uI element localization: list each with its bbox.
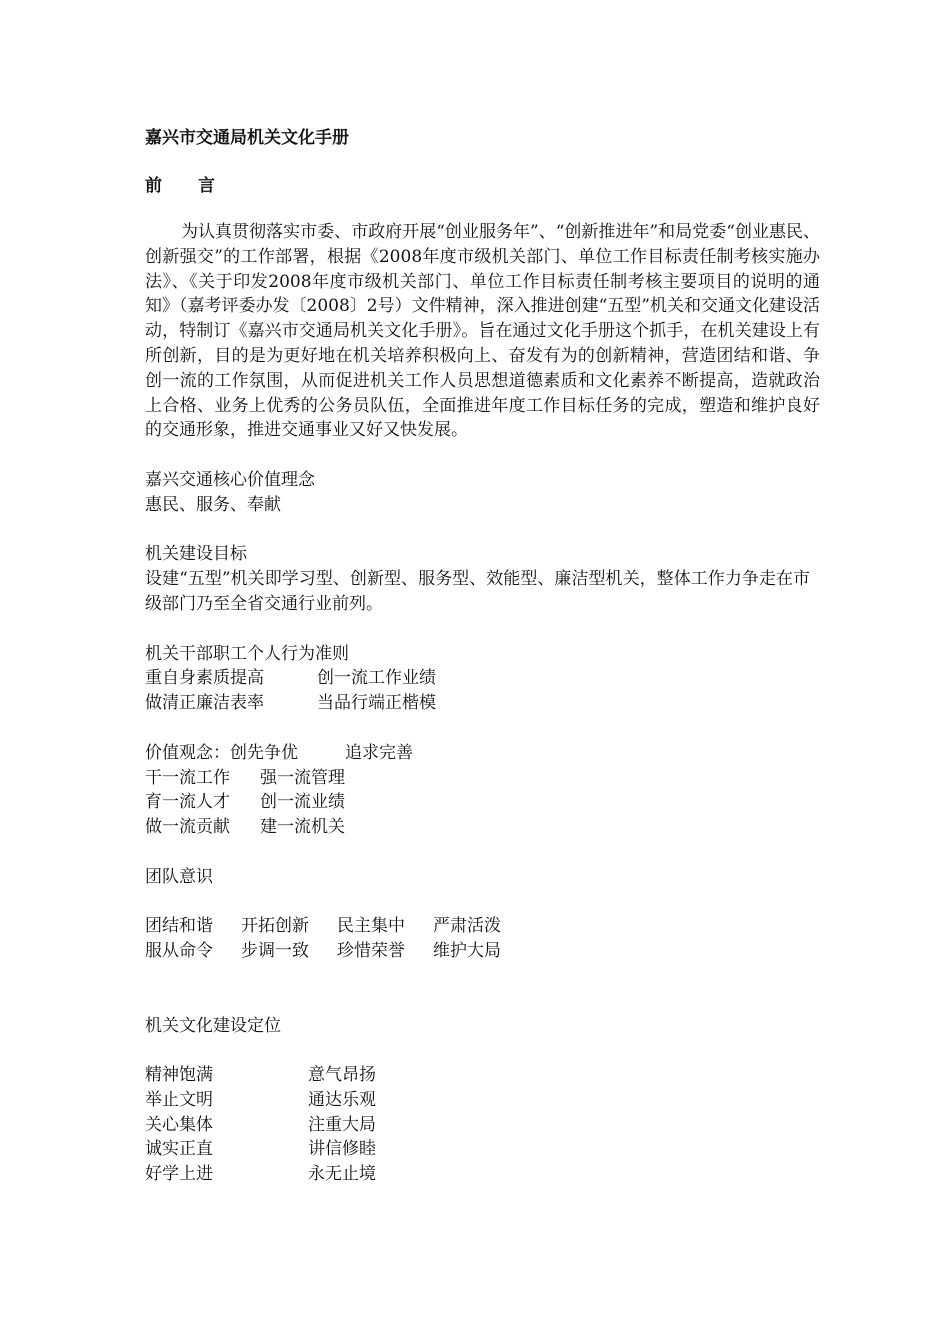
culture-item: 讲信修睦 <box>308 1139 376 1160</box>
document-title: 嘉兴市交通局机关文化手册 <box>145 128 349 148</box>
team-item: 维护大局 <box>433 941 501 962</box>
core-value-heading: 嘉兴交通核心价值理念 <box>145 469 315 490</box>
team-item: 服从命令 <box>145 941 213 962</box>
values-item: 育一流人才 <box>145 792 230 813</box>
conduct-heading: 机关干部职工个人行为准则 <box>145 643 349 664</box>
team-item: 团结和谐 <box>145 916 213 937</box>
team-heading: 团队意识 <box>145 866 213 887</box>
conduct-item: 重自身素质提高 <box>145 668 264 689</box>
values-section <box>145 741 835 840</box>
culture-item: 永无止境 <box>308 1164 376 1185</box>
team-row <box>145 939 835 964</box>
team-item: 珍惜荣誉 <box>337 941 405 962</box>
culture-item: 通达乐观 <box>308 1089 376 1110</box>
culture-row <box>145 1113 835 1138</box>
values-row <box>145 815 835 840</box>
preface-heading-b: 言 <box>198 176 215 196</box>
values-label: 价值观念：创先争优 <box>145 742 298 763</box>
culture-section <box>145 1014 835 1188</box>
team-item: 严肃活泼 <box>433 916 501 937</box>
core-value-text: 惠民、服务、奉献 <box>145 494 281 515</box>
team-section <box>145 865 835 964</box>
preface-heading <box>145 172 835 200</box>
conduct-item: 做清正廉洁表率 <box>145 693 264 714</box>
values-item: 干一流工作 <box>145 767 230 788</box>
values-label-row <box>145 741 835 766</box>
values-item: 做一流贡献 <box>145 817 230 838</box>
conduct-section <box>145 642 835 716</box>
conduct-row <box>145 666 835 691</box>
values-row <box>145 790 835 815</box>
culture-item: 注重大局 <box>308 1114 376 1135</box>
values-row <box>145 766 835 791</box>
team-row <box>145 914 835 939</box>
culture-heading: 机关文化建设定位 <box>145 1015 281 1036</box>
preface-paragraph: 为认真贯彻落实市委、市政府开展“创业服务年”、“创新推进年”和局党委“创业惠民、创新强交”的工作部署，根据《2008年度市级机关部门、单位工作目标责任制考核实施办法》、《关于印发2008年度市级机关部门、单位工作目标责任制考核主要项目的说明的通知》（嘉考评委办发〔2008〕2号）文件精神，深入推进创建“五型”机关和交通文化建设活动，特制订《嘉兴市交通局机关文化手册》。旨在通过文化手册这个抓手，在机关建设上有所创新，目的是为更好地在机关培养积极向上、奋发有为的创新精神，营造团结和谐、争创一流的工作氛围，从而促进机关工作人员思想道德素质和文化素养不断提高，造就政治上合格、业务上优秀的公务员队伍，全面推进年度工作目标任务的完成，塑造和维护良好的交通形象，推进交通事业又好又快发展。 <box>145 222 820 441</box>
goal-section <box>145 542 835 616</box>
conduct-item: 当品行端正楷模 <box>317 693 436 714</box>
culture-item: 关心集体 <box>145 1114 213 1135</box>
goal-text: 设建“五型”机关即学习型、创新型、服务型、效能型、廉洁型机关，整体工作力争走在市级部门乃至全省交通行业前列。 <box>145 569 810 614</box>
values-item: 建一流机关 <box>260 817 345 838</box>
culture-item: 好学上进 <box>145 1164 213 1185</box>
culture-row <box>145 1162 835 1187</box>
team-item: 开拓创新 <box>241 916 309 937</box>
culture-row <box>145 1088 835 1113</box>
culture-item: 意气昂扬 <box>308 1065 376 1086</box>
values-item: 创一流业绩 <box>260 792 345 813</box>
team-item: 民主集中 <box>337 916 405 937</box>
culture-item: 举止文明 <box>145 1089 213 1110</box>
values-label-b: 追求完善 <box>345 742 413 763</box>
culture-item: 精神饱满 <box>145 1065 213 1086</box>
document-page <box>145 124 835 1187</box>
culture-item: 诚实正直 <box>145 1139 213 1160</box>
preface-heading-a: 前 <box>145 176 162 196</box>
core-value-section <box>145 468 835 518</box>
conduct-item: 创一流工作业绩 <box>317 668 436 689</box>
culture-row <box>145 1137 835 1162</box>
culture-row <box>145 1063 835 1088</box>
values-item: 强一流管理 <box>260 767 345 788</box>
conduct-row <box>145 691 835 716</box>
team-item: 步调一致 <box>241 941 309 962</box>
goal-heading: 机关建设目标 <box>145 544 247 565</box>
